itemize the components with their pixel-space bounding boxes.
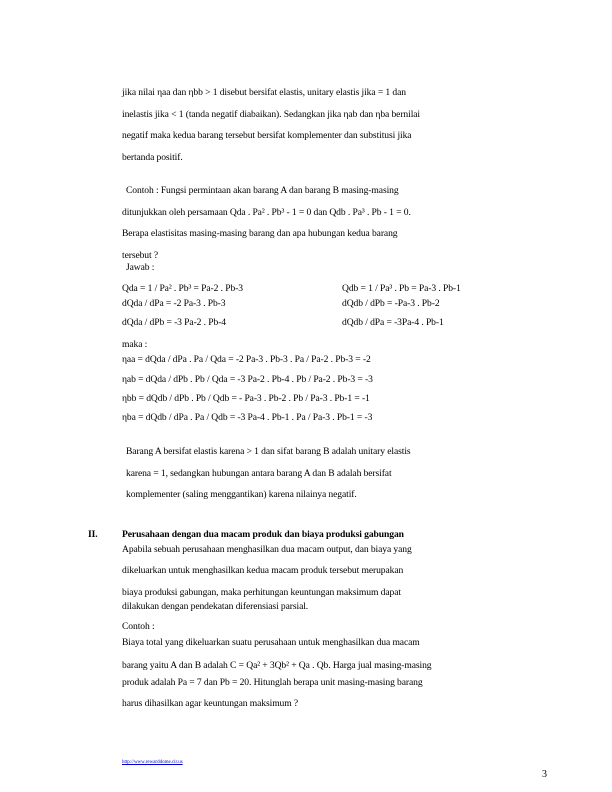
- section-number: II.: [88, 529, 98, 540]
- paragraph-line: bertanda positif.: [122, 152, 183, 163]
- answer-label: Jawab :: [126, 262, 155, 273]
- paragraph-line: jika nilai ηaa dan ηbb > 1 disebut bersifat elastis, unitary elastis jika = 1 dan: [122, 87, 406, 98]
- equation-left: Qda = 1 / Pa² . Pb³ = Pa-2 . Pb-3: [122, 283, 243, 294]
- conclusion-line: Barang A bersifat elastis karena > 1 dan sifat barang B adalah unitary elastis: [126, 446, 411, 457]
- section-example-label: Contoh :: [122, 621, 155, 632]
- section-example-line: Biaya total yang dikeluarkan suatu perusahaan untuk menghasilkan dua macam: [122, 637, 420, 648]
- section-line: dilakukan dengan pendekatan diferensiasi parsial.: [122, 601, 309, 612]
- equation-right: dQdb / dPa = -3Pa-4 . Pb-1: [342, 317, 444, 328]
- elasticity-line: ηab = dQda / dPb . Pb / Qda = -3 Pa-2 . Pb-4 . Pb / Pa-2 . Pb-3 = -3: [122, 374, 373, 385]
- example-line: tersebut ?: [122, 250, 159, 261]
- section-line: biaya produksi gabungan, maka perhitungan keuntungan maksimum dapat: [122, 587, 401, 598]
- equation-left: dQda / dPa = -2 Pa-3 . Pb-3: [122, 298, 226, 309]
- equation-right: Qdb = 1 / Pa³ . Pb = Pa-3 . Pb-1: [342, 283, 461, 294]
- example-line: Berapa elastisitas masing-masing barang dan apa hubungan kedua barang: [122, 228, 398, 239]
- elasticity-line: ηbb = dQdb / dPb . Pb / Qdb = - Pa-3 . Pb-2 . Pb / Pa-3 . Pb-1 = -1: [122, 393, 370, 404]
- paragraph-line: negatif maka kedua barang tersebut bersifat komplementer dan substitusi jika: [122, 130, 412, 141]
- equation-left: dQda / dPb = -3 Pa-2 . Pb-4: [122, 317, 226, 328]
- section-title: Perusahaan dengan dua macam produk dan biaya produksi gabungan: [122, 529, 404, 540]
- paragraph-line: inelastis jika < 1 (tanda negatif diabaikan). Sedangkan jika ηab dan ηba bernilai: [122, 109, 420, 120]
- maka-label: maka :: [122, 339, 148, 350]
- example-line: Contoh : Fungsi permintaan akan barang A dan barang B masing-masing: [126, 185, 399, 196]
- section-line: dikeluarkan untuk menghasilkan kedua macam produk tersebut merupakan: [122, 565, 404, 576]
- equation-right: dQdb / dPb = -Pa-3 . Pb-2: [342, 298, 440, 309]
- section-example-line: harus dihasilkan agar keuntungan maksimum ?: [122, 698, 299, 709]
- section-line: Apabila sebuah perusahaan menghasilkan dua macam output, dan biaya yang: [122, 544, 412, 555]
- footer-link[interactable]: http://www.rewarddome.cir.us: [122, 760, 183, 765]
- conclusion-line: karena = 1, sedangkan hubungan antara barang A dan B adalah bersifat: [126, 468, 392, 479]
- example-line: ditunjukkan oleh persamaan Qda . Pa² . Pb³ - 1 = 0 dan Qdb . Pa³ . Pb - 1 = 0.: [122, 207, 411, 218]
- section-example-line: produk adalah Pa = 7 dan Pb = 20. Hitunglah berapa unit masing-masing barang: [122, 677, 423, 688]
- section-example-line: barang yaitu A dan B adalah C = Qa² + 3Qb² + Qa . Qb. Harga jual masing-masing: [122, 660, 432, 671]
- page-number: 3: [542, 769, 547, 780]
- elasticity-line: ηba = dQdb / dPa . Pa / Qdb = -3 Pa-4 . Pb-1 . Pa / Pa-3 . Pb-1 = -3: [122, 412, 373, 423]
- elasticity-line: ηaa = dQda / dPa . Pa / Qda = -2 Pa-3 . Pb-3 . Pa / Pa-2 . Pb-3 = -2: [122, 354, 371, 365]
- conclusion-line: komplementer (saling menggantikan) karena nilainya negatif.: [126, 489, 357, 500]
